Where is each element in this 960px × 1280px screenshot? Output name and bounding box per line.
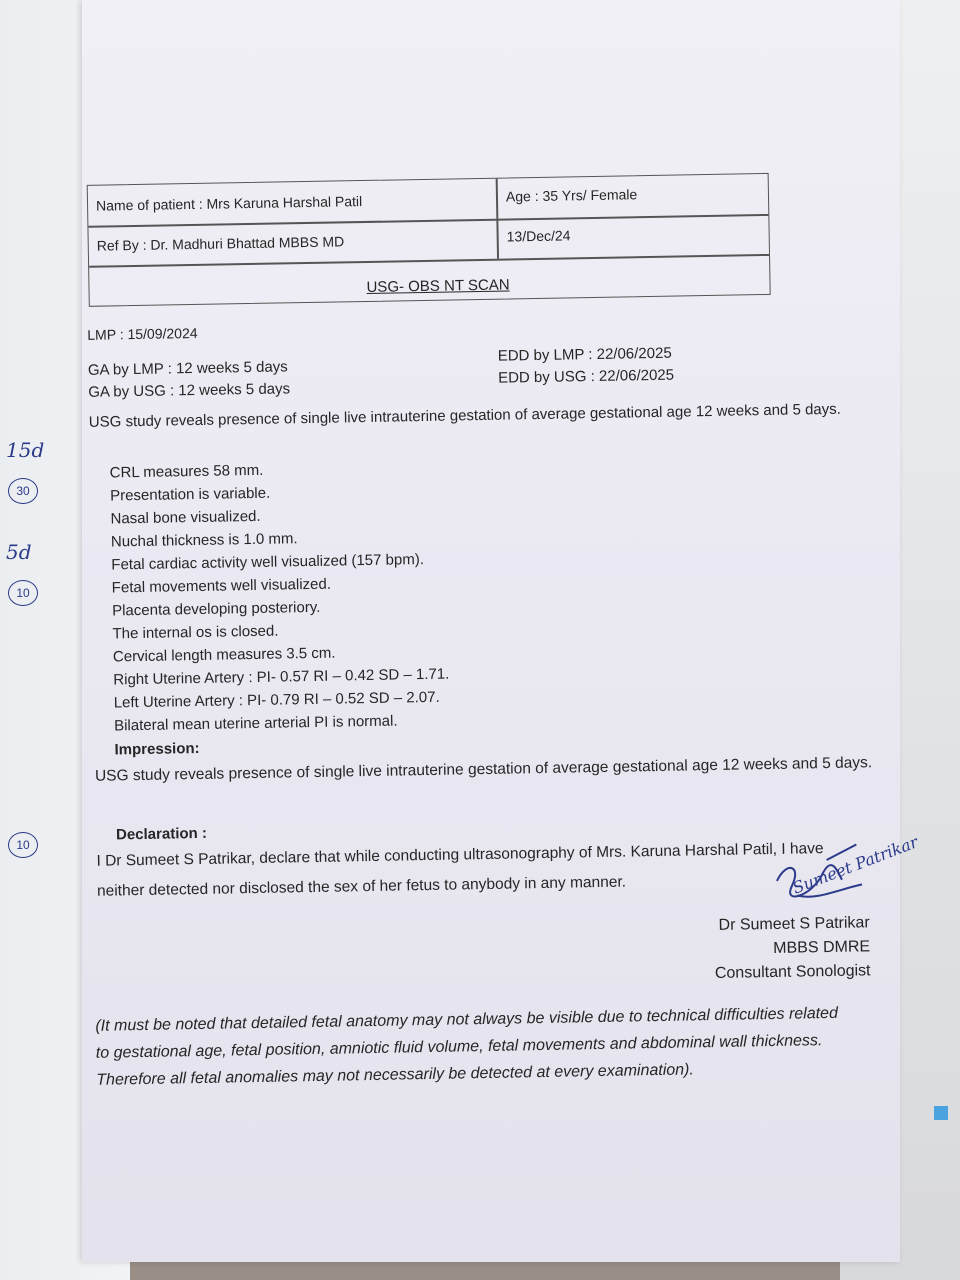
ga-by-usg: GA by USG : 12 weeks 5 days <box>88 380 291 401</box>
blue-tab-mark <box>934 1106 948 1120</box>
doctor-name: Dr Sumeet S Patrikar <box>718 914 870 934</box>
finding-presentation: Presentation is variable. <box>109 484 271 505</box>
finding-placenta: Placenta developing posteriory. <box>111 598 321 620</box>
declaration-text: I Dr Sumeet S Patrikar, declare that while conducting ultrasonography of Mrs. Karuna Harshal Patil, I have neither detected nor disclosed the sex of her fetus to anybody in any manner. <box>96 840 824 900</box>
finding-os: The internal os is closed. <box>112 622 279 643</box>
finding-bilateral: Bilateral mean uterine arterial PI is normal. <box>113 712 398 735</box>
finding-cardiac: Fetal cardiac activity well visualized (157 bpm). <box>111 551 425 574</box>
patient-name: Name of patient : Mrs Karuna Harshal Patil <box>95 193 363 214</box>
margin-note-circled: 10 <box>8 580 38 606</box>
finding-cervical: Cervical length measures 3.5 cm. <box>112 644 336 666</box>
declaration-heading: Declaration : <box>115 824 208 844</box>
finding-crl: CRL measures 58 mm. <box>109 461 264 482</box>
doctor-degree: MBBS DMRE <box>773 938 871 957</box>
margin-note-circled: 30 <box>8 478 38 504</box>
doctor-signature <box>766 832 921 911</box>
impression-heading: Impression: <box>114 739 200 759</box>
report-content <box>72 0 921 1269</box>
report-page <box>82 0 921 1262</box>
patient-age: Age : 35 Yrs/ Female <box>505 186 638 205</box>
ga-by-lmp: GA by LMP : 12 weeks 5 days <box>87 358 288 379</box>
disclaimer: (It must be noted that detailed fetal anatomy may not always be visible due to technical difficulties related to gestational age, fetal position, amniotic fluid volume, fetal movements and abdominal wall thickness. Therefore all fetal anomalies may not necessarily be detected at every examination). <box>95 1004 839 1089</box>
signature-text: Sumeet Patrikar <box>790 832 921 898</box>
doctor-block <box>714 911 871 986</box>
referred-by: Ref By : Dr. Madhuri Bhattad MBBS MD <box>96 233 345 254</box>
margin-note: 15d <box>6 438 45 462</box>
lmp: LMP : 15/09/2024 <box>87 324 198 343</box>
finding-movements: Fetal movements well visualized. <box>111 575 332 597</box>
doctor-title: Consultant Sonologist <box>714 962 871 982</box>
study-intro: USG study reveals presence of single live intrauterine gestation of average gestational age 12 weeks and 5 days. <box>88 400 841 431</box>
edd-by-usg: EDD by USG : 22/06/2025 <box>497 366 675 387</box>
finding-left-uterine: Left Uterine Artery : PI- 0.79 RI – 0.52 SD – 2.07. <box>113 688 440 712</box>
finding-nuchal: Nuchal thickness is 1.0 mm. <box>110 530 298 551</box>
margin-note: 5d <box>6 540 32 564</box>
margin-note-circled: 10 <box>8 832 38 858</box>
report-date: 13/Dec/24 <box>506 227 571 245</box>
scan-title: USG- OBS NT SCAN <box>366 276 510 296</box>
edd-by-lmp: EDD by LMP : 22/06/2025 <box>497 344 672 365</box>
finding-right-uterine: Right Uterine Artery : PI- 0.57 RI – 0.42 SD – 1.71. <box>113 665 450 689</box>
finding-nasal-bone: Nasal bone visualized. <box>110 507 261 528</box>
impression-text: USG study reveals presence of single live intrauterine gestation of average gestational age 12 weeks and 5 days. <box>94 754 873 785</box>
